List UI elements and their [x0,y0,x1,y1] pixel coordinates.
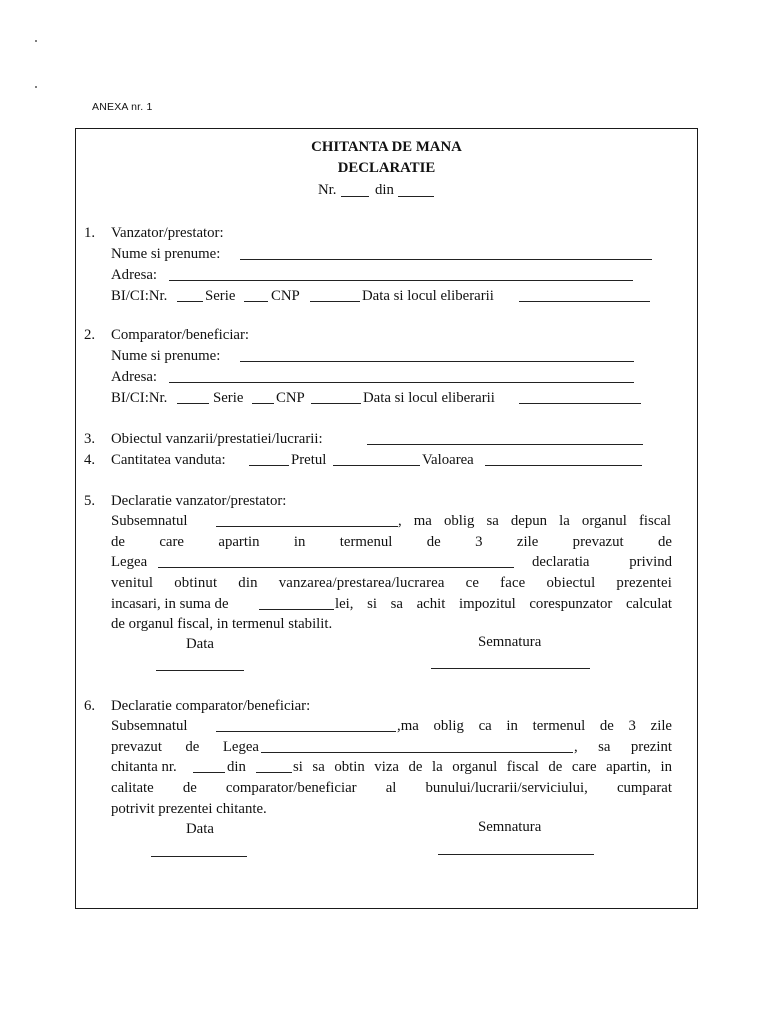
section-number: 4. [84,452,96,468]
declaration-word: in [293,534,306,550]
buyer-date-field[interactable] [151,856,247,857]
object-label: Obiectul vanzarii/prestatiei/lucrarii: [111,431,323,447]
buyer-id-number-field[interactable] [177,403,209,404]
declaration-word: de [111,534,125,550]
seller-id-number-field[interactable] [177,301,203,302]
declaration-word: zile [516,534,539,550]
signature-label: Semnatura [478,819,542,835]
seller-signature-field[interactable] [431,668,590,669]
buyer-declarant-field[interactable] [216,731,396,732]
buyer-address-field[interactable] [169,382,634,383]
declaration-word: 3 [475,534,483,550]
form-subtitle: DECLARATIE [337,160,436,176]
address-label: Adresa: [111,267,158,283]
section-number: 2. [84,327,96,343]
viza-text: si sa obtin viza de la organul fiscal de care apartin, in [293,759,672,775]
annex-label: ANEXA nr. 1 [92,101,153,113]
prevazut-text: prevazut de Legea [111,739,259,755]
declaration-word: de [658,534,672,550]
declaration-line: de organul fiscal, in termenul stabilit. [111,616,333,632]
declaratia-text: declaratia privind [532,554,672,570]
seller-address-field[interactable] [169,280,633,281]
cnp-label: CNP [271,288,300,304]
name-label: Nume si prenume: [111,246,221,262]
value-field[interactable] [485,465,642,466]
section-number: 6. [84,698,96,714]
section-number: 5. [84,493,96,509]
section-number: 3. [84,431,96,447]
declaration-line: calitate de comparator/beneficiar al bunului/lucrarii/serviciului, cumparat [111,780,672,796]
declaration-word: termenul [339,534,393,550]
section-number: 1. [84,225,96,241]
scan-speck [35,86,37,88]
declaration-line [111,533,672,551]
price-field[interactable] [333,465,420,466]
issue-label: Data si locul eliberarii [363,390,495,406]
section-heading: Declaratie comparator/beneficiar: [111,698,311,714]
din-field[interactable] [398,196,434,197]
chitanta-nr-label: chitanta nr. [111,759,177,775]
obligation-text: , ma oblig sa depun la organul fiscal [398,513,671,529]
price-label: Pretul [291,452,327,468]
date-label: Data [186,821,214,837]
buyer-name-field[interactable] [240,361,634,362]
cnp-label: CNP [276,390,305,406]
sa-prezint-text: , sa prezint [574,739,672,755]
signature-label: Semnatura [478,634,542,650]
series-label: Serie [213,390,244,406]
din-label: din [227,759,246,775]
series-label: Serie [205,288,236,304]
seller-cnp-field[interactable] [310,301,360,302]
subsemnatul-word: Subsemnatul [111,513,188,529]
seller-date-field[interactable] [156,670,244,671]
nr-label: Nr. [318,182,337,198]
receipt-number-field[interactable] [193,772,225,773]
lei-text: lei, si sa achit impozitul corespunzator calculat [335,596,672,612]
buyer-cnp-field[interactable] [311,403,361,404]
declaration-word: prevazut [572,534,624,550]
nr-field[interactable] [341,196,369,197]
scan-speck [35,40,37,42]
date-label: Data [186,636,214,652]
din-label: din [375,182,394,198]
amount-field[interactable] [259,609,334,610]
declaration-line: venitul obtinut din vanzarea/prestarea/lucrarea ce face obiectul prezentei [111,575,672,591]
object-field[interactable] [367,444,643,445]
buyer-signature-field[interactable] [438,854,594,855]
issue-label: Data si locul eliberarii [362,288,494,304]
seller-name-field[interactable] [240,259,652,260]
buyer-law-field[interactable] [261,752,573,753]
quantity-field[interactable] [249,465,289,466]
seller-declarant-field[interactable] [216,526,398,527]
seller-series-field[interactable] [244,301,268,302]
number-date-line [318,181,458,201]
seller-issue-field[interactable] [519,301,650,302]
receipt-date-field[interactable] [256,772,292,773]
id-number-label: BI/CI:Nr. [111,288,168,304]
obligation-text: ,ma oblig ca in termenul de 3 zile [397,718,672,734]
id-number-label: BI/CI:Nr. [111,390,168,406]
section-heading: Declaratie vanzator/prestator: [111,493,287,509]
subsemnatul-word: Subsemnatul [111,718,188,734]
section-heading: Vanzator/prestator: [111,225,224,241]
value-label: Valoarea [422,452,474,468]
declaration-word: apartin [218,534,260,550]
quantity-label: Cantitatea vanduta: [111,452,226,468]
buyer-series-field[interactable] [252,403,274,404]
form-title: CHITANTA DE MANA [311,139,462,155]
buyer-issue-field[interactable] [519,403,641,404]
declaration-line: potrivit prezentei chitante. [111,801,267,817]
name-label: Nume si prenume: [111,348,221,364]
incasari-text: incasari, in suma de [111,596,229,612]
section-heading: Comparator/beneficiar: [111,327,250,343]
declaration-word: care [159,534,184,550]
declaration-word: de [426,534,441,550]
address-label: Adresa: [111,369,158,385]
seller-law-field[interactable] [158,567,514,568]
legea-word: Legea [111,554,148,570]
